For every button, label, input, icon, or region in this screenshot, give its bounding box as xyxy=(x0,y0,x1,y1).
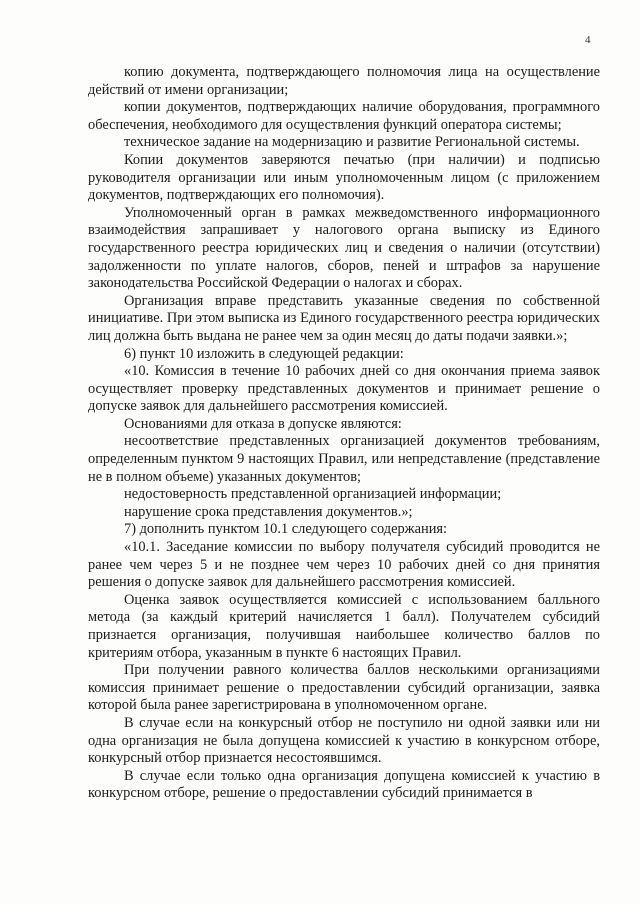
paragraph-7: 6) пункт 10 изложить в следующей редакции: xyxy=(124,345,404,362)
page-number: 4 xyxy=(585,34,591,46)
paragraph-5: Уполномоченный орган в рамках межведомственного информационного взаимодействия запрашивает у налогового органа выписку из Единого государственного реестра юридических лиц и сведения о наличии (отсутствии) задолженности по уплате налогов, сборов, пеней и штрафов за нарушение законодательства Российской Федерации о налогах и сборах. xyxy=(88,204,600,292)
paragraph-8: «10. Комиссия в течение 10 рабочих дней со дня окончания приема заявок осуществляет проверку представленных документов и принимает решение о допуске заявок для дальнейшего рассмотрения комиссией. xyxy=(88,363,600,415)
paragraph-17: В случае если на конкурсный отбор не поступило ни одной заявки или ни одна организация не была допущена комиссией к участию в конкурсном отборе, конкурсный отбор признается несостоявшимся. xyxy=(88,714,600,767)
paragraph-10: несоответствие представленных организацией документов требованиям, определенным пунктом 9 настоящих Правил, или непредставление (представление не в полном объеме) указанных документов; xyxy=(88,433,600,485)
paragraph-2: копии документов, подтверждающих наличие оборудования, программного обеспечения, необходимого для осуществления функций оператора системы; xyxy=(88,99,600,133)
paragraph-4: Копии документов заверяются печатью (при наличии) и подписью руководителя организации или иным уполномоченным лицом (с приложением документов, подтверждающих его полномочия). xyxy=(88,151,600,204)
paragraph-6: Организация вправе представить указанные сведения по собственной инициативе. При этом выписка из Единого государственного реестра юридических лиц должна быть выдана не ранее чем за один месяц до даты подачи заявки.»; xyxy=(88,292,600,344)
paragraph-12: нарушение срока представления документов.»; xyxy=(124,503,413,520)
paragraph-16: При получении равного количества баллов несколькими организациями комиссия принимает решение о предоставлении субсидий организации, заявка которой была ранее зарегистрирована в уполномоченном органе. xyxy=(88,662,600,714)
paragraph-9: Основаниями для отказа в допуске являются: xyxy=(124,415,402,432)
paragraph-15: Оценка заявок осуществляется комиссией с использованием балльного метода (за каждый критерий начисляется 1 балл). Получателем субсидий признается организация, получившая наибольшее количество баллов по критериям отбора, указанным в пункте 6 настоящих Правил. xyxy=(88,591,600,661)
document-body xyxy=(88,64,600,803)
paragraph-1: копию документа, подтверждающего полномочия лица на осуществление действий от имени организации; xyxy=(88,64,600,98)
paragraph-13: 7) дополнить пунктом 10.1 следующего содержания: xyxy=(124,521,448,538)
paragraph-14: «10.1. Заседание комиссии по выбору получателя субсидий проводится не ранее чем через 5 и не позднее чем через 10 рабочих дней со дня принятия решения о допуске заявок для дальнейшего рассмотрения комиссией. xyxy=(88,539,600,591)
paragraph-11: недостоверность представленной организацией информации; xyxy=(124,486,502,503)
paragraph-3: техническое задание на модернизацию и развитие Региональной системы. xyxy=(124,134,580,151)
paragraph-18: В случае если только одна организация допущена комиссией к участию в конкурсном отборе, решение о предоставлении субсидий принимается в xyxy=(88,767,600,802)
